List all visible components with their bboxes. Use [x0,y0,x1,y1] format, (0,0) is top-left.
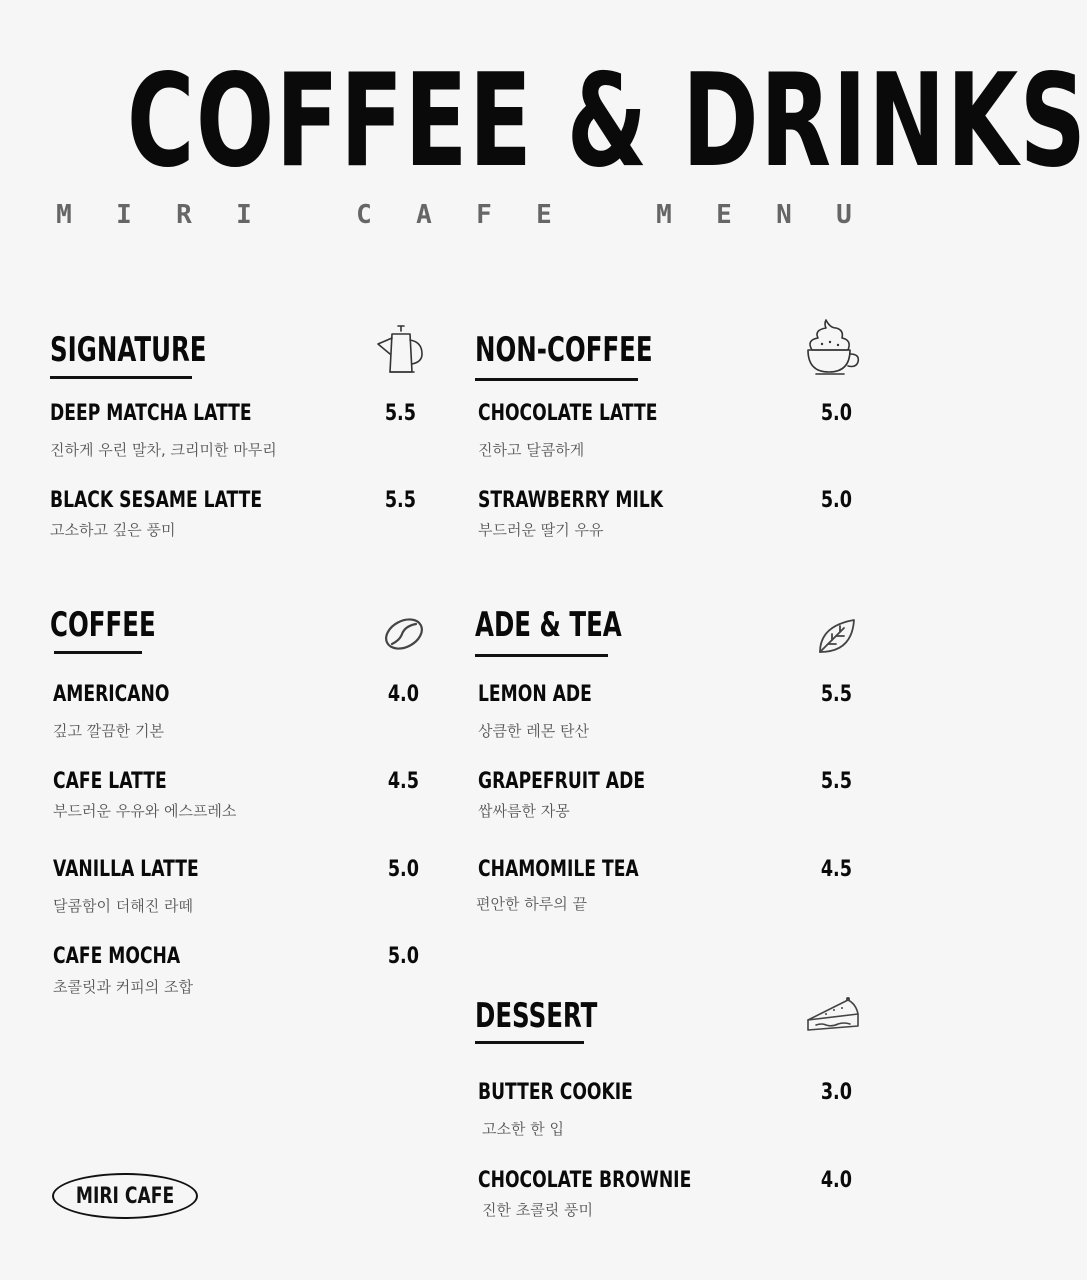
section-title-signature: SIGNATURE [50,330,207,370]
menu-item-desc: 부드러운 딸기 우유 [478,521,604,539]
subtitle-letter: M [56,200,72,230]
menu-item-name: GRAPEFRUIT ADE [478,769,646,794]
menu-item-desc: 편안한 하루의 끝 [476,895,587,913]
section-underline [475,1041,584,1044]
menu-item-price: 5.5 [384,488,416,513]
menu-item-desc: 고소하고 깊은 풍미 [50,521,176,539]
section-underline [475,654,608,657]
menu-item-name: CAFE LATTE [53,769,167,794]
subtitle-letter: E [716,200,732,230]
cafe-badge-label: MIRI CAFE [75,1183,175,1209]
menu-item-price: 5.0 [820,401,852,426]
coffee-bean-icon [382,614,426,654]
menu-item-name: CHOCOLATE LATTE [478,401,658,426]
menu-item-desc: 고소한 한 입 [482,1120,564,1138]
menu-item-price: 5.0 [387,944,419,969]
menu-item-price: 5.0 [387,857,419,882]
menu-item-name: BUTTER COOKIE [478,1080,633,1105]
menu-item-price: 5.5 [820,769,852,794]
menu-item-name: VANILLA LATTE [53,857,199,882]
leaf-icon [814,614,858,658]
menu-item-name: CHOCOLATE BROWNIE [478,1168,692,1193]
menu-item-price: 4.5 [387,769,419,794]
menu-item-name: STRAWBERRY MILK [478,488,664,513]
menu-item-price: 5.0 [820,488,852,513]
subtitle-letter: I [116,200,132,230]
kettle-icon [372,322,430,376]
subtitle-letter: F [476,200,492,230]
menu-item-price: 4.0 [387,682,419,707]
menu-item-name: CAFE MOCHA [53,944,181,969]
menu-item-name: LEMON ADE [478,682,592,707]
menu-item-name: DEEP MATCHA LATTE [50,401,252,426]
cake-slice-icon [804,994,862,1036]
menu-item-desc: 진하고 달콤하게 [478,441,585,459]
subtitle-letter: A [416,200,432,230]
subtitle-letter: I [236,200,252,230]
menu-item-price: 5.5 [384,401,416,426]
subtitle-letter: C [356,200,372,230]
menu-item-desc: 진한 초콜릿 풍미 [482,1201,593,1219]
subtitle-letter: M [656,200,672,230]
section-title-coffee: COFFEE [50,605,156,645]
menu-item-desc: 쌉싸름한 자몽 [478,802,570,820]
subtitle-letter: U [836,200,852,230]
section-underline [50,376,192,379]
section-title-ade-tea: ADE & TEA [475,605,622,645]
section-underline [475,378,638,381]
subtitle-letter: R [176,200,192,230]
menu-item-price: 4.0 [820,1168,852,1193]
menu-item-desc: 초콜릿과 커피의 조합 [53,978,193,996]
page-title: COFFEE & DRINKS [126,47,1087,196]
subtitle-letter: E [536,200,552,230]
subtitle-letter [294,200,314,230]
menu-item-price: 3.0 [820,1080,852,1105]
cafe-badge [52,1173,198,1219]
latte-cup-icon [802,316,862,378]
menu-item-desc: 상큼한 레몬 탄산 [478,722,589,740]
subtitle-letter: N [776,200,792,230]
menu-item-price: 5.5 [820,682,852,707]
section-underline [54,651,142,654]
menu-item-desc: 깊고 깔끔한 기본 [53,722,164,740]
menu-item-desc: 부드러운 우유와 에스프레소 [53,802,237,820]
section-title-non-coffee: NON-COFFEE [475,330,653,370]
menu-item-desc: 달콤함이 더해진 라떼 [53,897,193,915]
subtitle-letter [594,200,614,230]
subtitle [54,200,854,230]
menu-item-name: BLACK SESAME LATTE [50,488,263,513]
menu-item-price: 4.5 [820,857,852,882]
menu-item-desc: 진하게 우린 말차, 크리미한 마무리 [50,441,277,459]
section-title-dessert: DESSERT [475,996,598,1036]
menu-item-name: CHAMOMILE TEA [478,857,639,882]
menu-item-name: AMERICANO [53,682,170,707]
